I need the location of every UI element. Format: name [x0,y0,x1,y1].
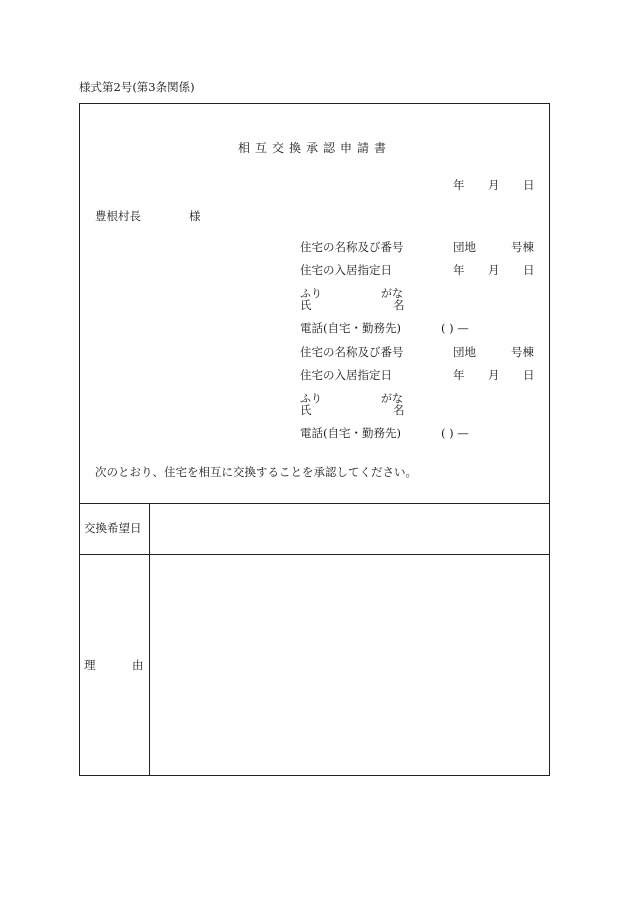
phone-value: ( ) — [441,426,469,440]
phone-value: ( ) — [441,321,469,335]
housing-danchi: 団地 [453,240,476,254]
housing-name-label: 住宅の名称及び番号 [300,240,404,254]
housing-danchi: 団地 [453,345,476,359]
exchange-date-field[interactable] [155,508,545,550]
name-shi: 氏 [300,298,312,312]
furigana-gana: がな [381,392,403,405]
table-column-divider [149,503,150,776]
date-day: 日 [523,178,535,192]
name-mei: 名 [393,298,405,312]
addressee-honorific: 様 [189,209,201,223]
date-month: 月 [488,178,500,192]
move-in-day: 日 [523,263,535,277]
name-shi: 氏 [300,403,312,417]
furigana-furi: ふり [300,287,322,300]
reason-label-yu: 由 [132,658,144,672]
move-in-month: 月 [488,263,500,277]
reason-label-ri: 理 [84,658,96,672]
addressee-name: 豊根村長 [95,209,141,223]
move-in-year: 年 [453,368,465,382]
name-mei: 名 [393,403,405,417]
phone-label: 電話(自宅・勤務先) [300,426,401,440]
reason-field[interactable] [155,560,545,770]
move-in-label: 住宅の入居指定日 [300,368,392,382]
move-in-label: 住宅の入居指定日 [300,263,392,277]
phone-label: 電話(自宅・勤務先) [300,321,401,335]
form-number: 様式第2号(第3条関係) [79,80,195,94]
furigana-gana: がな [381,287,403,300]
date-year: 年 [453,178,465,192]
move-in-month: 月 [488,368,500,382]
housing-gotou: 号棟 [511,345,534,359]
page-title: 相互交換承認申請書 [238,141,392,155]
move-in-day: 日 [523,368,535,382]
housing-name-label: 住宅の名称及び番号 [300,345,404,359]
move-in-year: 年 [453,263,465,277]
furigana-furi: ふり [300,392,322,405]
housing-gotou: 号棟 [511,240,534,254]
request-text: 次のとおり、住宅を相互に交換することを承認してください。 [95,465,417,479]
exchange-date-label: 交換希望日 [84,521,142,535]
